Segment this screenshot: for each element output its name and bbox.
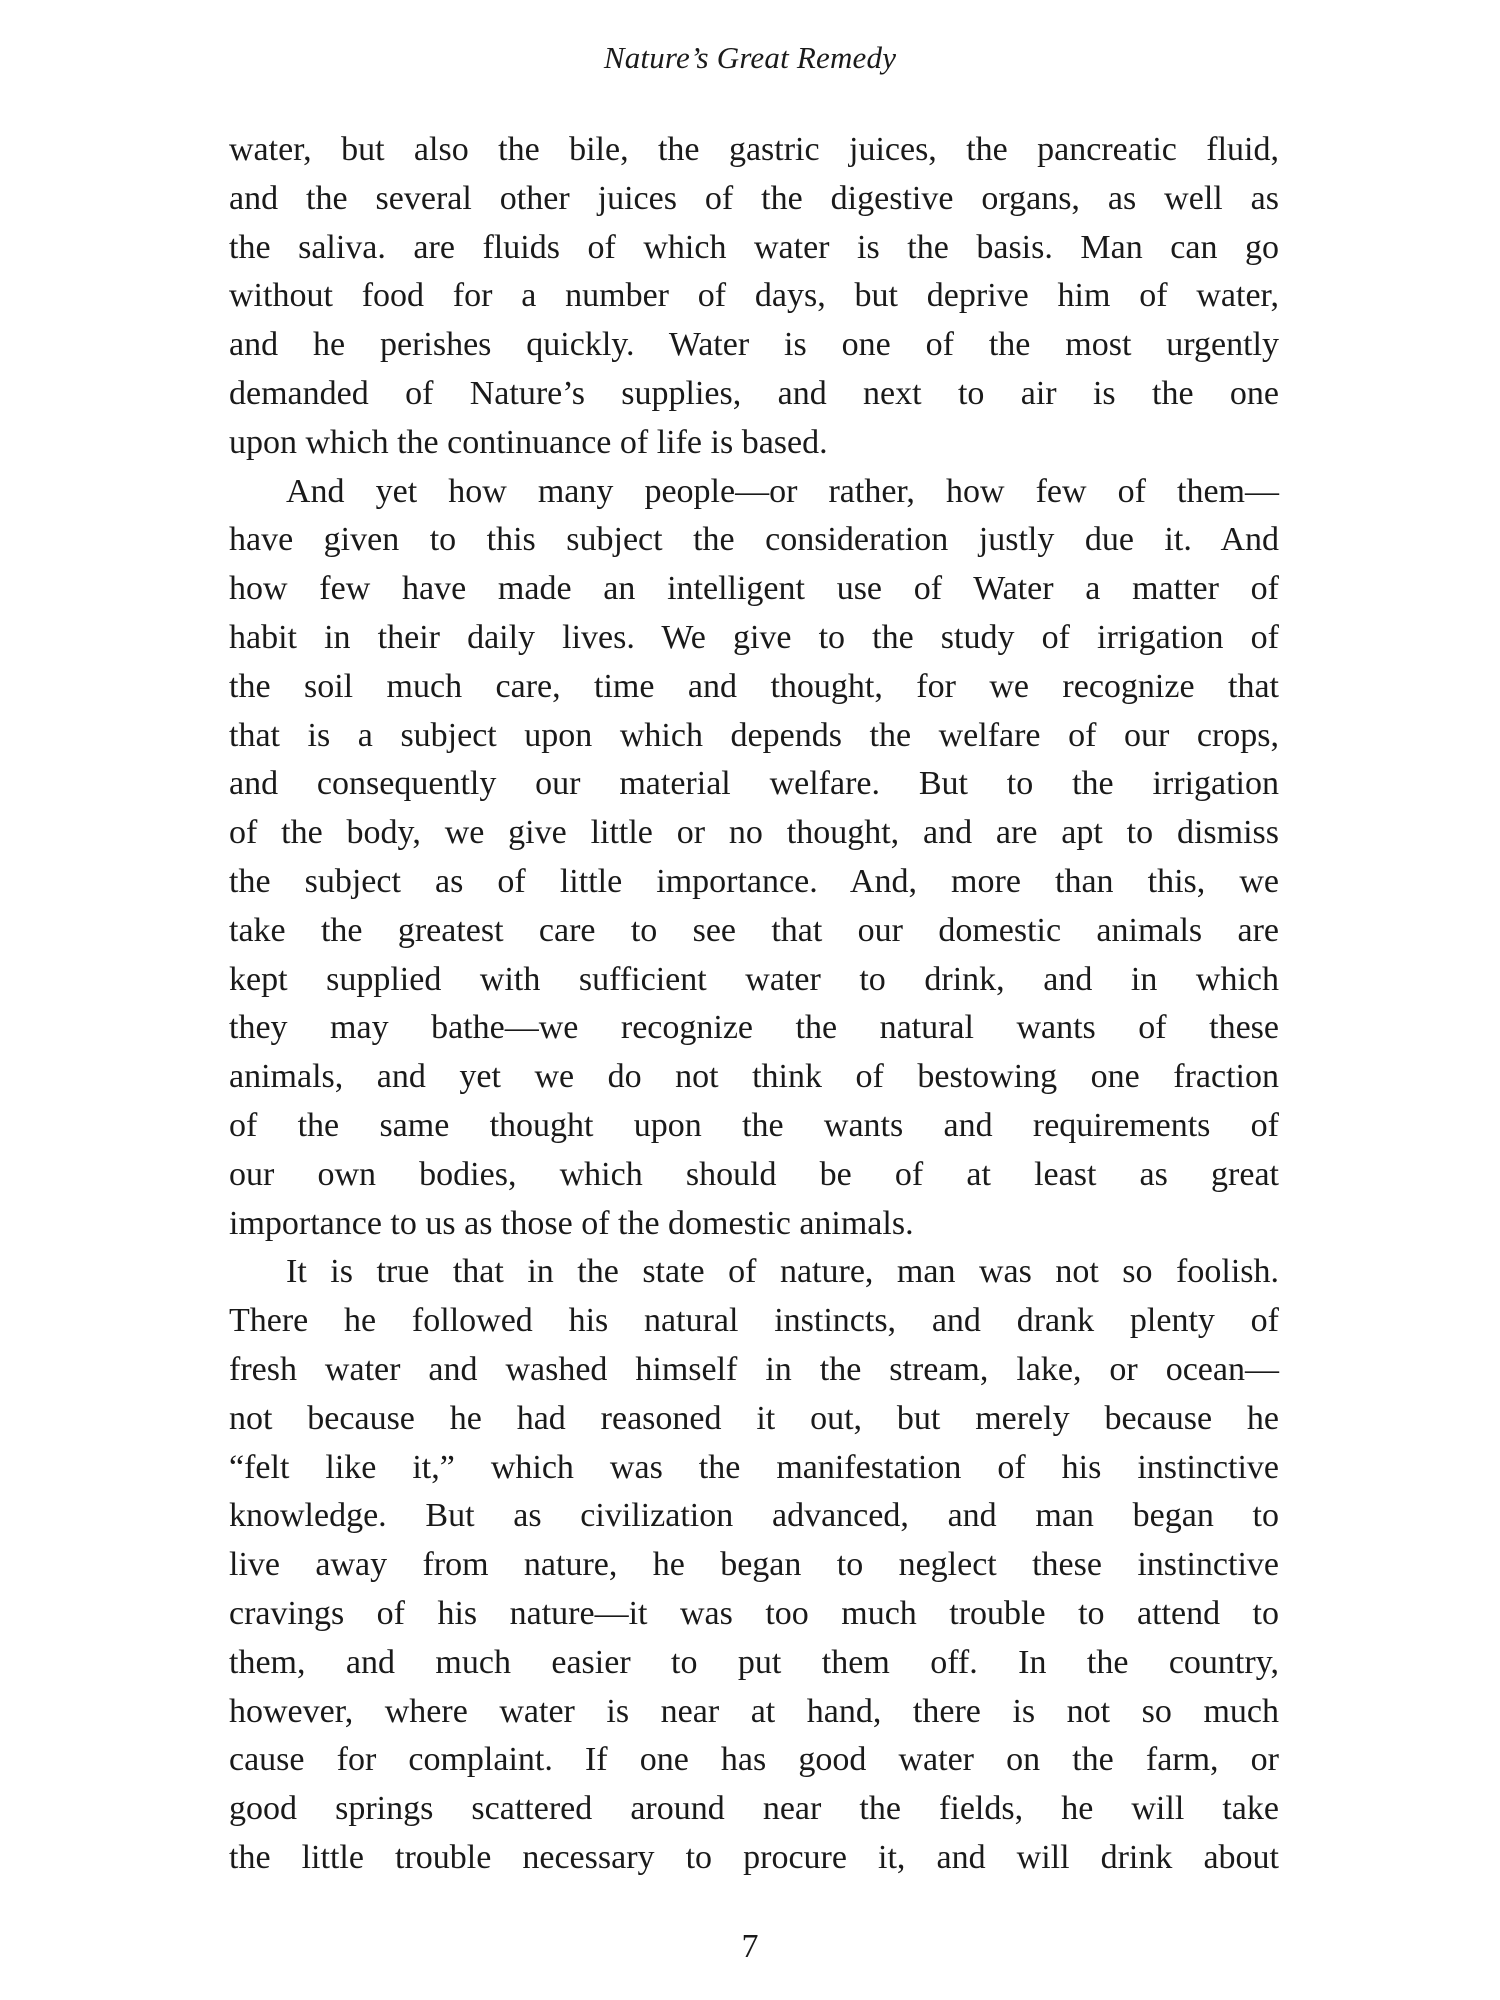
text-line: the saliva. are fluids of which water is the basis. Man can go <box>229 228 1279 266</box>
text-line: of the body, we give little or no thought, and are apt to dismiss <box>229 814 1279 852</box>
text-line: our own bodies, which should be of at least as great <box>229 1155 1279 1193</box>
text-line: them, and much easier to put them off. In the country, <box>229 1643 1279 1681</box>
text-line: they may bathe—we recognize the natural wants of these <box>229 1009 1279 1047</box>
text-line: importance to us as those of the domestic animals. <box>229 1204 914 1242</box>
text-line: kept supplied with sufficient water to drink, and in which <box>229 960 1279 998</box>
text-line: and the several other juices of the digestive organs, as well as <box>229 179 1279 217</box>
text-line: the soil much care, time and thought, for we recognize that <box>229 667 1279 705</box>
text-line: how few have made an intelligent use of Water a matter of <box>229 570 1279 608</box>
text-line: good springs scattered around near the fields, he will take <box>229 1790 1279 1828</box>
text-line: and he perishes quickly. Water is one of the most urgently <box>229 326 1279 364</box>
text-line: the subject as of little importance. And, more than this, we <box>229 862 1279 900</box>
text-line: demanded of Nature’s supplies, and next to air is the one <box>229 374 1279 412</box>
text-line: water, but also the bile, the gastric juices, the pancreatic fluid, <box>229 131 1279 168</box>
text-line: and consequently our material welfare. But to the irrigation <box>229 765 1279 803</box>
text-line: of the same thought upon the wants and requirements of <box>229 1106 1279 1144</box>
text-line: that is a subject upon which depends the welfare of our crops, <box>229 716 1279 754</box>
text-line: animals, and yet we do not think of bestowing one fraction <box>229 1058 1279 1096</box>
text-line-paragraph-start: And yet how many people—or rather, how few of them— <box>286 472 1279 510</box>
running-head: Nature’s Great Remedy <box>603 40 897 75</box>
text-line: have given to this subject the consideration justly due it. And <box>229 521 1279 559</box>
text-line: There he followed his natural instincts, and drank plenty of <box>229 1302 1279 1340</box>
text-line: however, where water is near at hand, there is not so much <box>229 1692 1279 1730</box>
text-line: the little trouble necessary to procure it, and will drink about <box>229 1838 1279 1876</box>
body-text <box>229 126 1279 1883</box>
text-line: “felt like it,” which was the manifestation of his instinctive <box>229 1448 1279 1486</box>
text-line: upon which the continuance of life is based. <box>229 423 828 461</box>
text-line: cravings of his nature—it was too much trouble to attend to <box>229 1594 1279 1632</box>
text-line: live away from nature, he began to neglect these instinctive <box>229 1546 1279 1584</box>
text-line: cause for complaint. If one has good water on the farm, or <box>229 1741 1279 1779</box>
text-line: not because he had reasoned it out, but merely because he <box>229 1399 1279 1437</box>
text-line: knowledge. But as civilization advanced, and man began to <box>229 1497 1279 1535</box>
text-line: without food for a number of days, but deprive him of water, <box>229 277 1279 315</box>
text-line: take the greatest care to see that our domestic animals are <box>229 911 1279 949</box>
text-line: habit in their daily lives. We give to the study of irrigation of <box>229 618 1279 656</box>
text-line-paragraph-start: It is true that in the state of nature, man was not so foolish. <box>286 1253 1279 1291</box>
page-number: 7 <box>741 1928 759 1965</box>
text-line: fresh water and washed himself in the stream, lake, or ocean— <box>229 1350 1279 1388</box>
